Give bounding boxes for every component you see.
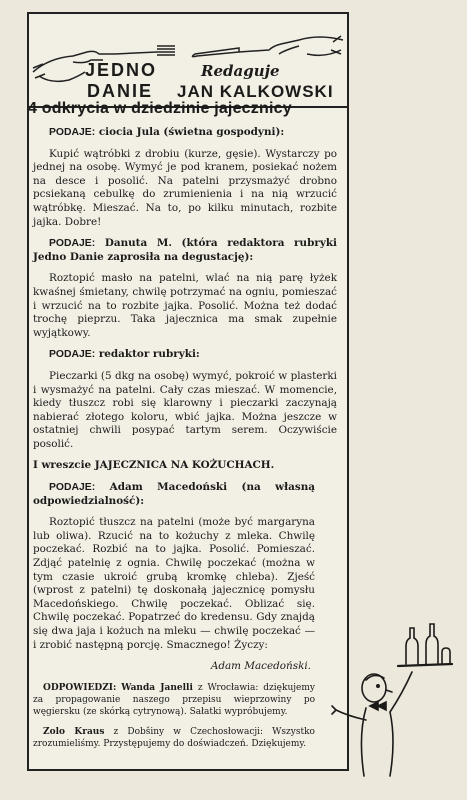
logo-danie: DANIE [87, 81, 154, 101]
section-2-body: Roztopić masło na patelni, wlać na nią parę łyżek kwaśnej śmietany, chwilę potrzymać na ogniu, pomieszać i wrzucić na to rozbite jajka. Posolić. Można też dodać trochę pieprzu. Taka jajecznica ma smak zupełnie wyjątkowy. [33, 272, 337, 339]
article-title: 4 odkrycia w dziedzinie jajecznicy [28, 100, 292, 117]
section-3-body: Pieczarki (5 dkg na osobę) wymyć, pokroić w plasterki i wysmażyć na patelni. Cały czas mieszać. W momencie, kiedy tłuszcz robi się klarowny i pieczarki zaczynają nabierać złotego koloru, wbić jajka. Można jeszcze w ostatniej chwili posypać tartym serem. Oczywiście posolić. [33, 369, 337, 450]
section-3-heading: PODAJE: redaktor rubryki: [49, 348, 200, 361]
final-section [33, 481, 315, 750]
fork-icon [115, 46, 175, 55]
waiter-illustration [330, 616, 460, 786]
right-hand-icon [239, 36, 343, 55]
article-content [33, 126, 337, 758]
logo-redaguje: Redaguje [201, 62, 280, 80]
final-heading: I wreszcie JAJECZNICA NA KOŻUCHACH. [33, 459, 275, 472]
reply-2: Zolo Kraus z Dobšiny w Czechosłowacji: Wszystko zrozumieliśmy. Przystępujemy do doświadczeń. Dziękujemy. [33, 726, 315, 749]
signature: Adam Macedoński. [210, 660, 311, 673]
logo-editor-name: JAN KALKOWSKI [177, 82, 334, 101]
header-illustration [29, 14, 347, 106]
logo-jedno: JEDNO [85, 60, 158, 80]
reply-1: ODPOWIEDZI: Wanda Janelli z Wrocławia: dziękujemy za propagowanie naszego przepisu wieprzowiny po węgiersku (ze skórką cytrynową). Sałatki wypróbujemy. [33, 682, 315, 717]
section-2-heading: PODAJE: Danuta M. (która redaktora rubryki Jedno Danie zaprosiła na degustację): [33, 237, 338, 263]
final-section-heading: PODAJE: Adam Macedoński (na własną odpowiedzialność): [33, 481, 315, 507]
section-1-heading: PODAJE: ciocia Jula (świetna gospodyni): [49, 126, 285, 138]
final-section-body: Roztopić tłuszcz na patelni (może być margaryna lub oliwa). Rzucić na to kożuchy z mleka. Chwilę poczekać. Rozbić na to jajka. Posolić. Pomieszać. Zdjąć patelnię z ognia. Chwilę poczekać (można w tym czasie ukroić grubą kromkę chleba). Zjeść (wprost z patelni) tę doskonałą jajecznicę pomysłu Macedońskiego. Chwilę poczekać. Oblizać się. Chwilę poczekać. Popatrzeć do kredensu. Gdy znajdą się dwa jaja i kożuch na mleku — chwilę poczekać — i zrobić następną porcję. Smacznego! Życzy: [33, 516, 315, 651]
section-1-body: Kupić wątróbki z drobiu (kurze, gęsie). Wystarczy po jednej na osobę. Wymyć je pod kranem, posiekać nożem na desce i posolić. Na patelni przysmażyć drobno pcsiekaną cebulkę do zrumienienia i na nią wrzucić wątróbkę. Mieszać. Na to, po kilku minutach, rozbite jajka. Dobre! [33, 147, 337, 228]
column-header [29, 14, 347, 108]
knife-icon [192, 48, 239, 57]
